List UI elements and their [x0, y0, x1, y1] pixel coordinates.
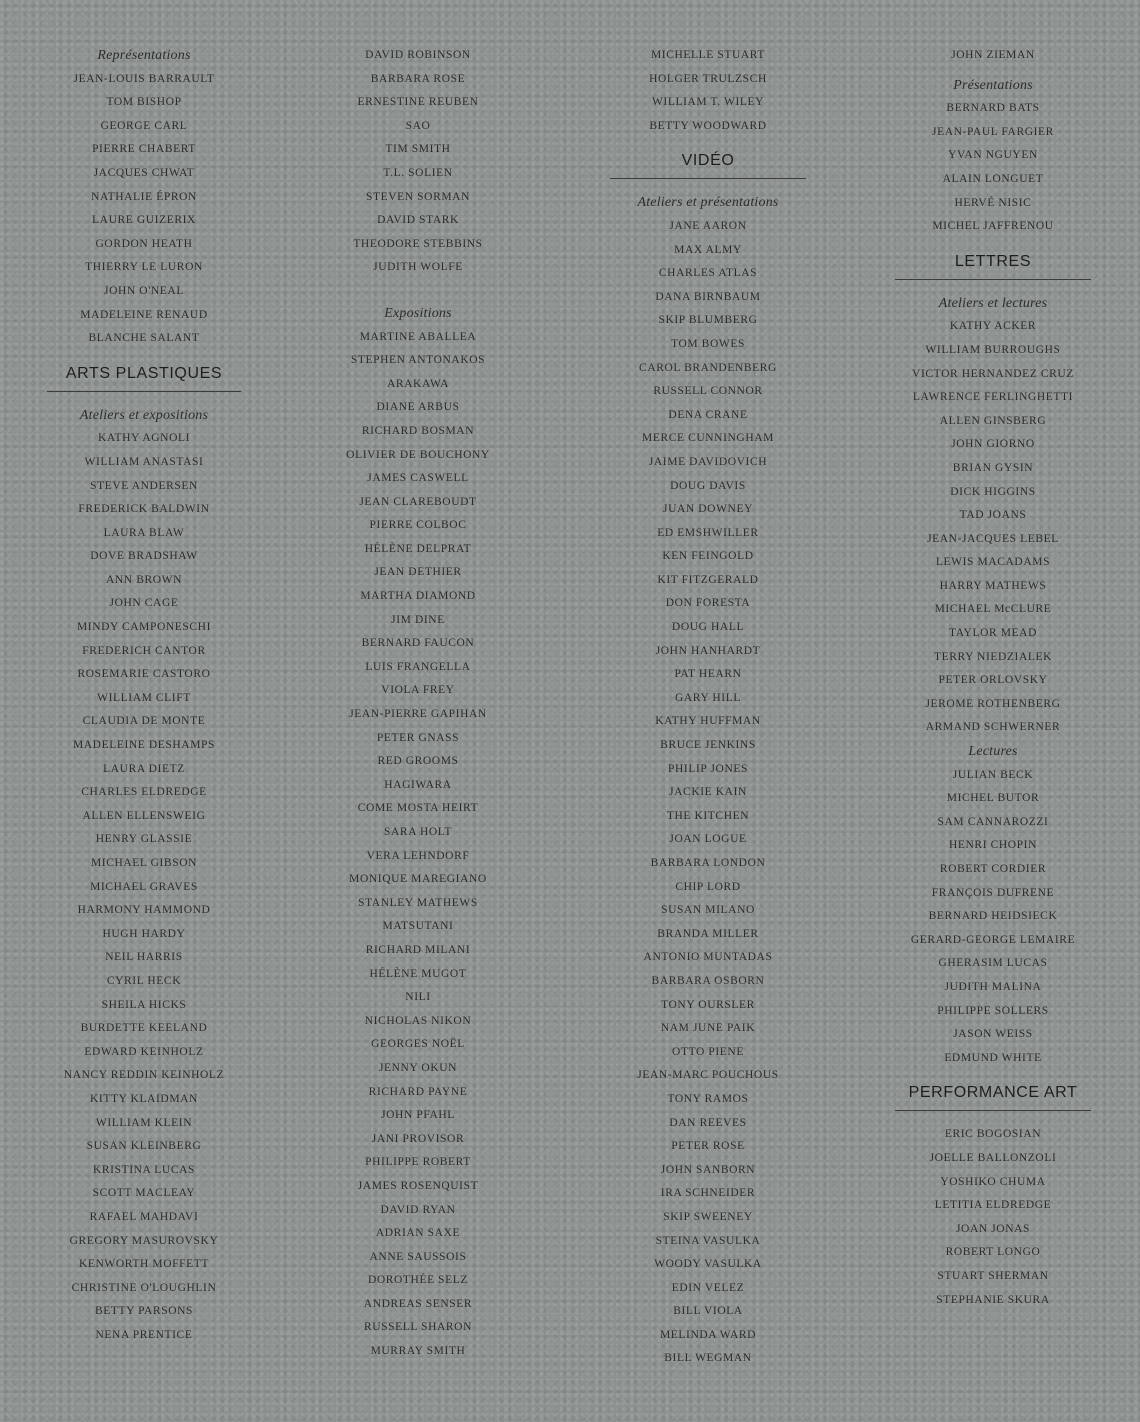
list-ateliers-expositions [47, 427, 241, 1347]
list-item: DICK HIGGINS [950, 485, 1036, 498]
list-item: NENA PRENTICE [95, 1328, 193, 1341]
list-item: STUART SHERMAN [937, 1269, 1049, 1282]
list-item: ARAKAWA [386, 377, 450, 390]
list-item: DAVID RYAN [380, 1203, 456, 1216]
list-item: JOHN ZIEMAN [951, 49, 1035, 61]
list-item: YOSHIKO CHUMA [940, 1175, 1046, 1188]
list-item: ROBERT CORDIER [939, 863, 1047, 875]
list-item: STEVEN SORMAN [366, 190, 470, 203]
list-item: BILL WEGMAN [664, 1352, 752, 1365]
list-item: MATSUTANI [382, 920, 454, 933]
list-item: GHERASIM LUCAS [938, 957, 1048, 970]
list-item: BETTY PARSONS [94, 1305, 193, 1318]
list-item: VIOLA FREY [381, 684, 455, 697]
list-item: ANDREAS SENSER [363, 1297, 473, 1310]
list-item: RICHARD BOSMAN [361, 424, 475, 437]
list-item: TAYLOR MEAD [949, 627, 1037, 640]
list-item: MERCE CUNNINGHAM [642, 432, 774, 445]
list-item: SKIP BLUMBERG [658, 314, 758, 327]
list-item: THIERRY LE LURON [85, 261, 203, 274]
list-item: BARBARA OSBORN [651, 974, 765, 987]
list-item: LAURA BLAW [103, 526, 185, 539]
subheading-representations: Représentations [97, 48, 191, 63]
list-item: BURDETTE KEELAND [80, 1022, 208, 1035]
list-item: ANTONIO MUNTADAS [643, 951, 773, 964]
list-item: FRANÇOIS DUFRENE [931, 886, 1055, 899]
list-item: LAWRENCE FERLINGHETTI [912, 391, 1074, 404]
list-item: MICHELLE STUART [650, 49, 766, 61]
list-item: MELINDA WARD [659, 1328, 757, 1341]
list-item: NATHALIE ÉPRON [91, 190, 197, 203]
list-item: DOVE BRADSHAW [90, 550, 198, 563]
list-item: SCOTT MACLEAY [92, 1187, 196, 1200]
list-item: MICHAEL GRAVES [90, 880, 198, 893]
list-item: EDMUND WHITE [944, 1051, 1042, 1064]
list-item: ADRIAN SAXE [375, 1227, 461, 1240]
list-item: ERIC BOGOSIAN [944, 1128, 1042, 1141]
list-item: MURRAY SMITH [370, 1345, 466, 1358]
list-item: GERARD-GEORGE LEMAIRE [910, 933, 1076, 946]
list-item: HERVÉ NISIC [954, 196, 1032, 209]
list-item: ALLEN GINSBERG [939, 414, 1047, 427]
list-item: CHARLES ATLAS [658, 267, 758, 280]
list-item: DOUG DAVIS [670, 479, 746, 492]
list-item: SHEILA HICKS [101, 998, 187, 1011]
list-item: COME MOSTA HEIRT [357, 802, 479, 815]
list-item: TOM BISHOP [106, 96, 182, 109]
list-item: ANN BROWN [106, 573, 182, 586]
list-item: GARY HILL [675, 691, 741, 704]
list-item: MICHEL BUTOR [946, 792, 1040, 805]
list-item: JULIAN BECK [952, 768, 1034, 781]
list-item: GEORGES NOËL [371, 1038, 465, 1051]
list-arts-plastiques-continued [321, 44, 515, 280]
subheading-ateliers-presentations: Ateliers et présentations [637, 195, 779, 211]
list-item: JAMES CASWELL [367, 472, 469, 485]
list-item: HARMONY HAMMOND [77, 904, 211, 917]
list-ateliers-presentations [610, 215, 806, 1371]
list-item: YVAN NGUYEN [948, 149, 1038, 162]
list-item: MADELEINE DESHAMPS [72, 739, 216, 752]
list-item: LETITIA ELDREDGE [934, 1199, 1052, 1212]
list-item: DAN REEVES [669, 1116, 747, 1129]
list-item: BARBARA LONDON [650, 857, 766, 869]
list-item: EDIN VELEZ [671, 1281, 745, 1294]
list-item: JUDITH WOLFE [373, 261, 463, 274]
list-item: DON FORESTA [665, 597, 751, 610]
list-item: KITTY KLAIDMAN [90, 1092, 198, 1105]
list-item: PHILIPPE SOLLERS [937, 1004, 1049, 1017]
list-item: WILLIAM BURROUGHS [925, 343, 1061, 356]
list-item: JOAN LOGUE [669, 833, 747, 846]
list-item: NILI [405, 991, 431, 1004]
list-item: CHRISTINE O'LOUGHLIN [71, 1281, 217, 1294]
list-item: TAD JOANS [959, 509, 1027, 522]
list-item: CHARLES ELDREDGE [81, 786, 207, 799]
list-item: OLIVIER DE BOUCHONY [346, 448, 490, 461]
list-item: HÉLÈNE DELPRAT [364, 542, 472, 555]
list-item: JEAN DETHIER [374, 566, 462, 579]
list-item: WILLIAM T. WILEY [651, 96, 765, 109]
list-item: JUAN DOWNEY [663, 503, 753, 516]
subheading-presentations: Présentations [953, 77, 1033, 93]
section-heading-arts-plastiques: ARTS PLASTIQUES [47, 351, 241, 392]
list-expositions [321, 326, 515, 1364]
list-item: RUSSELL CONNOR [653, 385, 763, 398]
list-item: KRISTINA LUCAS [92, 1163, 195, 1176]
list-item: PAT HEARN [674, 668, 742, 681]
list-item: MADELEINE RENAUD [80, 308, 208, 321]
list-item: JOHN PFAHL [381, 1109, 455, 1122]
list-item: MICHEL JAFFRENOU [932, 220, 1054, 233]
spacer [321, 280, 515, 302]
list-item: MARTINE ABALLEA [359, 330, 477, 343]
list-item: PIERRE COLBOC [369, 519, 467, 532]
list-item: HUGH HARDY [102, 927, 186, 940]
list-item: BRANDA MILLER [657, 927, 759, 940]
list-item: BLANCHE SALANT [88, 332, 200, 345]
list-item: JANE AARON [669, 219, 747, 232]
list-item: JEAN CLAREBOUDT [359, 495, 477, 508]
list-item: KIT FITZGERALD [657, 573, 759, 586]
list-item: PETER ROSE [671, 1140, 745, 1153]
list-item: GEORGE CARL [100, 119, 188, 132]
list-item: JAMES ROSENQUIST [357, 1179, 479, 1192]
section-heading-lettres: LETTRES [895, 239, 1091, 280]
list-item: ROSEMARIE CASTORO [77, 668, 211, 681]
list-item: HÉLÈNE MUGOT [369, 967, 467, 980]
list-item: FREDERICH CANTOR [82, 644, 206, 657]
list-item: MAX ALMY [674, 243, 742, 256]
list-item: LAURE GUIZERIX [92, 214, 196, 227]
list-item: JOHN CAGE [109, 597, 179, 610]
list-item: TOM BOWES [671, 337, 745, 350]
list-item: BERNARD BATS [946, 102, 1040, 115]
list-item: KATHY ACKER [949, 320, 1037, 333]
list-item: JEAN-JACQUES LEBEL [927, 532, 1059, 545]
list-item: SUSAN MILANO [661, 904, 755, 917]
list-lectures [895, 764, 1091, 1071]
list-item: VERA LEHNDORF [366, 849, 470, 862]
list-item: BERNARD FAUCON [361, 637, 475, 650]
list-item: WILLIAM KLEIN [95, 1116, 193, 1129]
list-item: RUSSELL SHARON [364, 1321, 472, 1334]
list-item: HAGIWARA [384, 778, 452, 791]
list-item: BRUCE JENKINS [660, 739, 756, 752]
list-item: JENNY OKUN [378, 1061, 458, 1074]
list-item: PHILIP JONES [668, 762, 748, 775]
list-item: TIM SMITH [385, 143, 451, 156]
list-item: BRIAN GYSIN [952, 461, 1034, 474]
list-item: ALLEN ELLENSWEIG [82, 809, 206, 822]
subheading-ateliers-lectures: Ateliers et lectures [938, 295, 1048, 311]
list-item: DIANE ARBUS [376, 401, 460, 414]
list-item: MICHAEL McCLURE [934, 603, 1052, 616]
list-item: JEAN-PAUL FARGIER [932, 125, 1054, 138]
list-item: BERNARD HEIDSIECK [928, 910, 1058, 923]
subheading-lectures: Lectures [968, 744, 1018, 760]
list-item: JOHN O'NEAL [104, 284, 184, 297]
column-1 [47, 44, 241, 1347]
list-item: JOHN HANHARDT [655, 644, 761, 657]
list-item: MINDY CAMPONESCHI [76, 621, 212, 634]
list-item: CYRIL HECK [106, 974, 182, 987]
list-item: FREDERICK BALDWIN [78, 503, 210, 516]
list-item: RICHARD MILANI [365, 943, 471, 956]
list-item: THE KITCHEN [666, 809, 750, 822]
list-item: DENA CRANE [668, 408, 748, 421]
list-video-continued [895, 44, 1091, 68]
list-item: JAIME DAVIDOVICH [648, 455, 768, 468]
list-item: HOLGER TRULZSCH [649, 72, 767, 85]
list-item: RAFAEL MAHDAVI [89, 1210, 199, 1223]
list-item: BILL VIOLA [673, 1305, 743, 1318]
list-item: STEINA VASULKA [655, 1234, 761, 1247]
list-item: NEIL HARRIS [105, 951, 183, 964]
list-item: RED GROOMS [377, 755, 459, 768]
list-item: T.L. SOLIEN [383, 166, 453, 179]
list-item: SKIP SWEENEY [663, 1210, 753, 1223]
list-item: PHILIPPE ROBERT [365, 1156, 471, 1169]
list-item: GREGORY MASUROVSKY [69, 1234, 219, 1247]
list-item: MICHAEL GIBSON [90, 857, 198, 869]
list-item: NICHOLAS NIKON [364, 1014, 472, 1027]
list-item: JEROME ROTHENBERG [925, 697, 1061, 710]
list-item: JACQUES CHWAT [93, 166, 195, 179]
list-item: IRA SCHNEIDER [660, 1187, 756, 1200]
list-item: SARA HOLT [384, 826, 452, 838]
section-heading-performance-art: PERFORMANCE ART [895, 1070, 1091, 1111]
list-item: RICHARD PAYNE [368, 1085, 468, 1098]
list-item: JASON WEISS [953, 1028, 1033, 1041]
list-item: MARTHA DIAMOND [360, 590, 476, 603]
list-item: CAROL BRANDENBERG [639, 361, 777, 374]
list-presentations [895, 97, 1091, 239]
list-item: JOELLE BALLONZOLI [929, 1151, 1057, 1164]
list-item: JIM DINE [391, 613, 445, 626]
list-item: ANNE SAUSSOIS [369, 1250, 467, 1263]
list-item: KATHY AGNOLI [97, 432, 191, 445]
list-item: JOHN GIORNO [951, 438, 1035, 451]
list-item: TONY OURSLER [661, 998, 755, 1011]
subheading-expositions: Expositions [384, 305, 452, 321]
list-performance-art [895, 1123, 1091, 1312]
list-item: ALAIN LONGUET [942, 172, 1044, 185]
list-representations [47, 68, 241, 351]
list-item: JOAN JONAS [955, 1222, 1031, 1235]
list-item: JEAN-PIERRE GAPIHAN [349, 708, 487, 721]
list-item: EDWARD KEINHOLZ [84, 1045, 204, 1058]
list-item: VICTOR HERNANDEZ CRUZ [912, 367, 1074, 380]
list-item: BARBARA ROSE [370, 72, 466, 85]
list-item: STANLEY MATHEWS [358, 896, 478, 909]
list-item: DAVID ROBINSON [365, 49, 471, 61]
list-item: LEWIS MACADAMS [935, 556, 1051, 569]
list-item: PIERRE CHABERT [92, 143, 196, 156]
list-item: PETER ORLOVSKY [938, 674, 1048, 687]
list-item: BETTY WOODWARD [649, 119, 767, 132]
list-item: CLAUDIA DE MONTE [82, 715, 206, 728]
list-item: JANI PROVISOR [371, 1132, 465, 1145]
column-3 [610, 44, 806, 1371]
list-item: SAM CANNAROZZI [937, 815, 1049, 828]
list-item: JEAN-LOUIS BARRAULT [73, 72, 215, 85]
list-item: DOROTHÉE SELZ [367, 1274, 469, 1287]
list-item: KENWORTH MOFFETT [79, 1258, 209, 1271]
list-item: DOUG HALL [671, 621, 745, 634]
list-item: SUSAN KLEINBERG [86, 1140, 202, 1153]
list-item: JOHN SANBORN [660, 1163, 756, 1176]
list-item: LUIS FRANGELLA [365, 660, 471, 673]
list-item: ARMAND SCHWERNER [925, 721, 1061, 734]
list-item: ROBERT LONGO [945, 1246, 1041, 1259]
list-item: OTTO PIENE [672, 1045, 744, 1058]
list-item: GORDON HEATH [95, 237, 193, 250]
list-item: TONY RAMOS [667, 1092, 749, 1105]
section-heading-video: VIDÉO [610, 138, 806, 179]
list-item: HENRY GLASSIE [95, 833, 193, 846]
list-item: HARRY MATHEWS [939, 579, 1047, 592]
list-expositions-continued [610, 44, 806, 138]
list-item: HENRI CHOPIN [948, 839, 1038, 852]
list-item: MONIQUE MAREGIANO [349, 873, 487, 886]
list-item: LAURA DIETZ [103, 762, 185, 775]
list-item: STEPHEN ANTONAKOS [350, 354, 486, 367]
list-item: JACKIE KAIN [669, 786, 747, 799]
list-item: STEVE ANDERSEN [90, 479, 198, 492]
list-item: JUDITH MALINA [944, 980, 1042, 993]
list-ateliers-lectures [895, 315, 1091, 740]
list-item: WILLIAM ANASTASI [84, 455, 204, 468]
list-item: WOODY VASULKA [654, 1258, 762, 1271]
list-item: TERRY NIEDZIALEK [933, 650, 1053, 663]
list-item: CHIP LORD [675, 880, 741, 893]
list-item: KATHY HUFFMAN [655, 715, 761, 728]
list-item: NAM JUNE PAIK [660, 1022, 756, 1035]
column-4 [895, 44, 1091, 1312]
list-item: NANCY REDDIN KEINHOLZ [63, 1069, 225, 1082]
list-item: DANA BIRNBAUM [655, 290, 761, 303]
list-item: DAVID STARK [377, 214, 459, 227]
list-item: ERNESTINE REUBEN [357, 96, 479, 109]
subheading-ateliers-expositions: Ateliers et expositions [79, 407, 209, 423]
list-item: KEN FEINGOLD [662, 550, 754, 563]
list-item: JEAN-MARC POUCHOUS [637, 1069, 779, 1082]
list-item: SAO [405, 119, 431, 132]
list-item: STEPHANIE SKURA [936, 1293, 1050, 1306]
list-item: THEODORE STEBBINS [353, 237, 483, 250]
list-item: PETER GNASS [376, 731, 460, 744]
column-2 [321, 44, 515, 1364]
list-item: ED EMSHWILLER [657, 526, 759, 539]
list-item: WILLIAM CLIFT [97, 691, 191, 704]
